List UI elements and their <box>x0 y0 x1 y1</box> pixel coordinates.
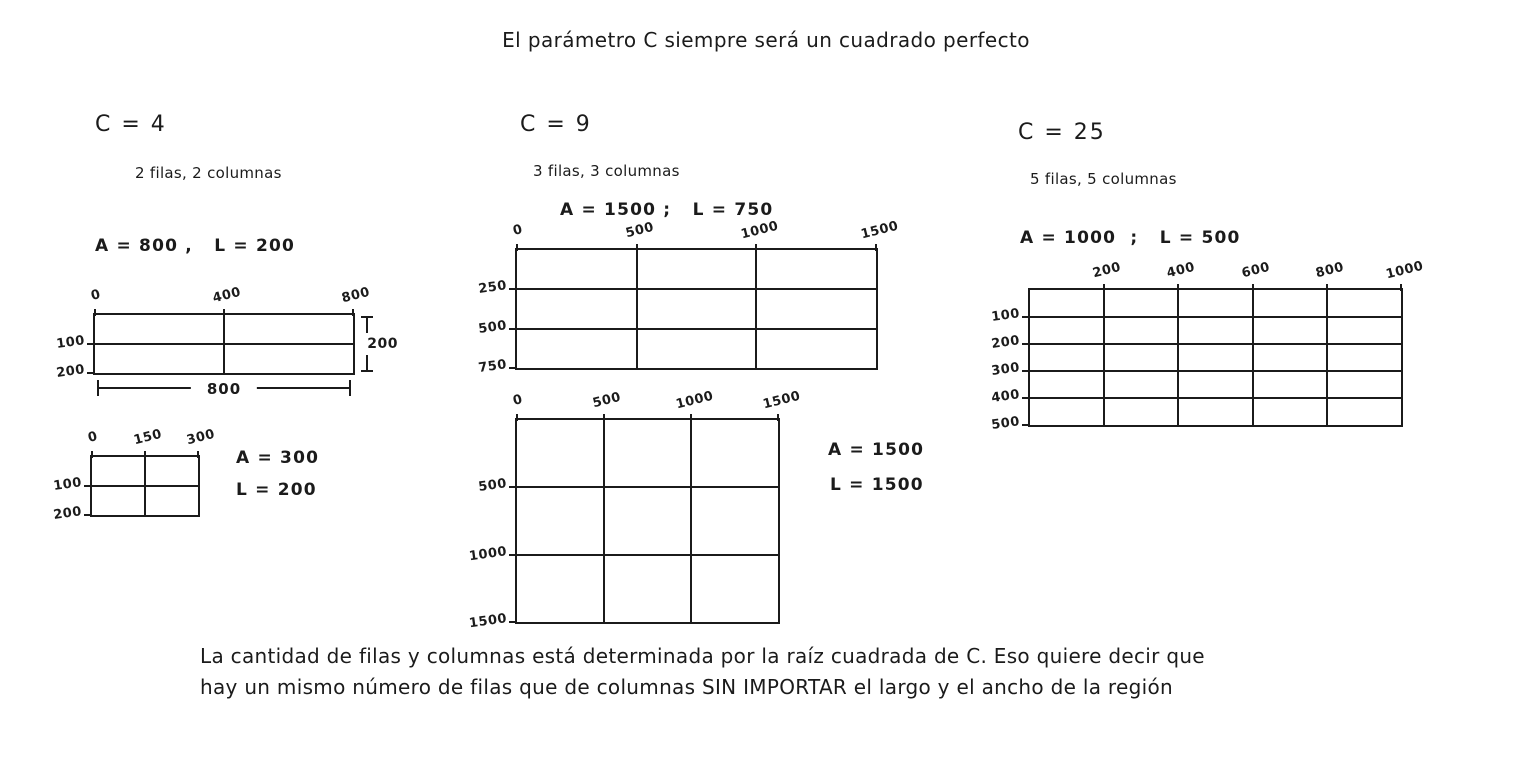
left-tick-mark <box>84 485 92 487</box>
top-tick-mark <box>516 244 518 251</box>
left-tick-mark <box>1022 397 1030 399</box>
left-tick-label: 750 <box>477 357 508 377</box>
left-tick-mark <box>1022 424 1030 426</box>
left-tick-mark <box>509 554 517 556</box>
c4-small-area-label: A = 300 <box>236 448 320 468</box>
top-tick-mark <box>1177 284 1179 291</box>
top-tick-mark <box>91 451 93 458</box>
top-tick-label: 1000 <box>674 388 716 413</box>
grid-column-line <box>603 420 605 622</box>
top-tick-mark <box>603 414 605 421</box>
explanation-note <box>200 641 1320 703</box>
top-tick-label: 400 <box>1165 259 1197 282</box>
left-tick-mark <box>87 372 95 374</box>
top-tick-mark <box>144 451 146 458</box>
grid-c4-main <box>55 284 398 398</box>
left-tick-mark <box>87 343 95 345</box>
left-tick-label: 1000 <box>468 543 509 564</box>
grid-column-line <box>755 250 757 368</box>
top-tick-label: 400 <box>211 284 243 307</box>
grid-column-line <box>690 420 692 622</box>
top-tick-label: 0 <box>511 392 525 409</box>
top-tick-mark <box>690 414 692 421</box>
top-tick-mark <box>1103 284 1105 291</box>
grid-row-line <box>1030 397 1401 399</box>
top-tick-mark <box>223 309 225 316</box>
grid-row-line <box>517 554 778 556</box>
c25-dims-label: 5 filas, 5 columnas <box>1030 170 1177 188</box>
left-tick-mark <box>509 367 517 369</box>
left-tick-mark <box>1022 343 1030 345</box>
top-tick-mark <box>516 414 518 421</box>
grid-c25-main <box>990 258 1426 434</box>
explanation-line-2: hay un mismo número de filas que de columnas SIN IMPORTAR el largo y el ancho de la región <box>200 675 1173 699</box>
left-tick-label: 100 <box>52 475 83 495</box>
bottom-dimension-label: 800 <box>191 380 257 398</box>
explanation-line-1: La cantidad de filas y columnas está determinada por la raíz cuadrada de C. Eso quiere decir que <box>200 644 1205 668</box>
top-tick-mark <box>755 244 757 251</box>
top-tick-label: 800 <box>340 284 372 307</box>
grid-c9-wide <box>477 218 901 377</box>
left-tick-mark <box>1022 370 1030 372</box>
top-tick-label: 0 <box>86 429 100 446</box>
top-tick-label: 300 <box>185 426 217 449</box>
top-tick-label: 0 <box>511 222 525 239</box>
grid-column-line <box>1177 290 1179 425</box>
top-tick-mark <box>1252 284 1254 291</box>
c25-area-length-label: A = 1000 ; L = 500 <box>1020 228 1241 248</box>
left-tick-mark <box>509 328 517 330</box>
grid-row-line <box>95 343 353 345</box>
c4-area-length-label: A = 800 , L = 200 <box>95 236 296 256</box>
left-tick-label: 500 <box>477 476 508 496</box>
top-tick-mark <box>1326 284 1328 291</box>
c9-area-length-label: A = 1500 ; L = 750 <box>560 200 774 220</box>
top-tick-label: 1000 <box>1384 258 1426 283</box>
top-tick-label: 200 <box>1091 259 1123 282</box>
grid-row-line <box>517 288 876 290</box>
top-tick-mark <box>875 244 877 251</box>
left-tick-label: 200 <box>52 504 83 524</box>
c9-value-label: C = 9 <box>520 112 592 137</box>
top-tick-label: 1500 <box>761 388 803 413</box>
left-tick-mark <box>509 621 517 623</box>
left-tick-label: 100 <box>55 333 86 353</box>
grid-column-line <box>1103 290 1105 425</box>
grid-row-line <box>517 486 778 488</box>
left-tick-mark <box>509 288 517 290</box>
c9-square-length-label: L = 1500 <box>830 475 924 495</box>
top-tick-label: 0 <box>89 287 103 304</box>
grid-column-line <box>636 250 638 368</box>
left-tick-label: 300 <box>990 360 1021 380</box>
grid-c9-square <box>468 388 803 632</box>
grid-c4-small <box>52 426 217 524</box>
grid-row-line <box>92 485 198 487</box>
left-tick-label: 200 <box>55 362 86 382</box>
left-tick-mark <box>509 486 517 488</box>
top-tick-label: 500 <box>623 219 656 242</box>
top-tick-mark <box>197 451 199 458</box>
left-tick-label: 400 <box>990 387 1021 407</box>
top-tick-label: 1000 <box>739 218 781 243</box>
top-tick-mark <box>94 309 96 316</box>
grid-column-line <box>1326 290 1328 425</box>
left-tick-label: 200 <box>990 333 1021 353</box>
left-tick-label: 250 <box>477 278 508 298</box>
c9-dims-label: 3 filas, 3 columnas <box>533 162 680 180</box>
c25-value-label: C = 25 <box>1018 120 1106 145</box>
left-tick-mark <box>1022 316 1030 318</box>
grid-row-line <box>1030 370 1401 372</box>
top-tick-mark <box>352 309 354 316</box>
left-tick-label: 100 <box>990 306 1021 326</box>
right-dimension-label: 200 <box>366 333 399 355</box>
top-tick-label: 600 <box>1239 259 1272 282</box>
left-tick-label: 500 <box>990 414 1021 434</box>
top-tick-mark <box>1400 284 1402 291</box>
c9-square-area-label: A = 1500 <box>828 440 925 460</box>
c4-dims-label: 2 filas, 2 columnas <box>135 164 282 182</box>
c4-small-length-label: L = 200 <box>236 480 317 500</box>
top-tick-mark <box>777 414 779 421</box>
top-tick-label: 800 <box>1313 259 1346 282</box>
top-tick-mark <box>636 244 638 251</box>
grid-row-line <box>1030 316 1401 318</box>
grid-row-line <box>1030 343 1401 345</box>
left-tick-mark <box>84 514 92 516</box>
left-tick-label: 500 <box>477 317 508 337</box>
page-title: El parámetro C siempre será un cuadrado perfecto <box>502 28 1030 52</box>
c4-value-label: C = 4 <box>95 112 167 137</box>
top-tick-label: 1500 <box>859 218 901 243</box>
top-tick-label: 150 <box>132 426 164 449</box>
top-tick-label: 500 <box>591 389 623 412</box>
left-tick-label: 1500 <box>468 611 509 632</box>
grid-column-line <box>1252 290 1254 425</box>
grid-row-line <box>517 328 876 330</box>
